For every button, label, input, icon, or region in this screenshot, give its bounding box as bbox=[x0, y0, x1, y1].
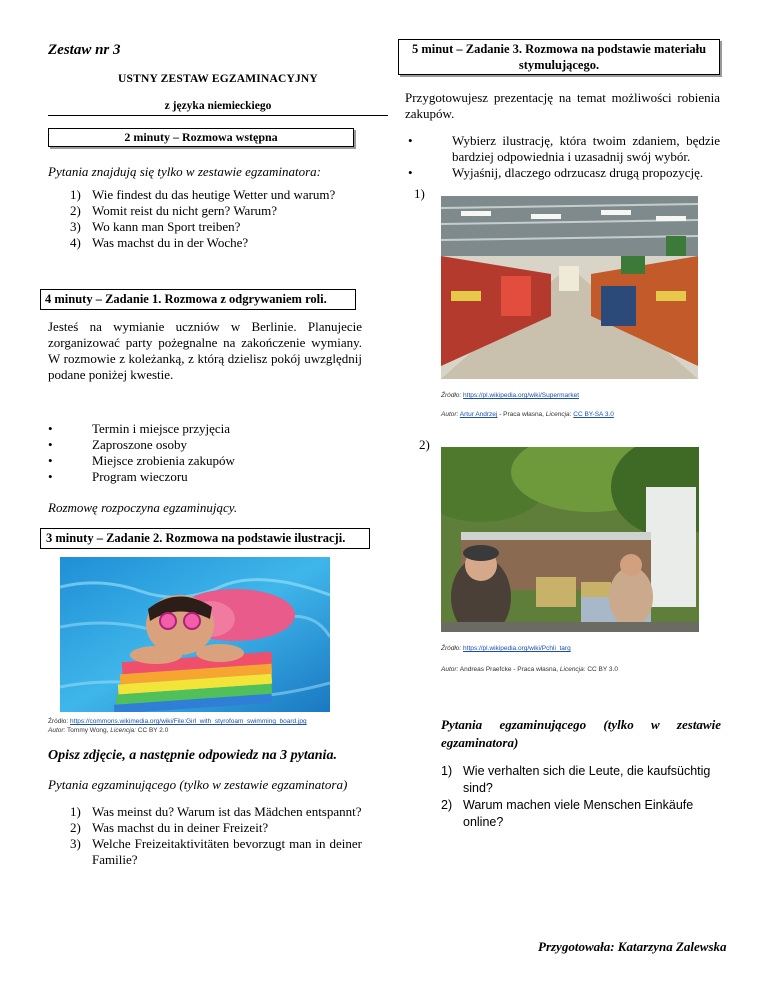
list-item: 2) Warum machen viele Menschen Einkäufe online? bbox=[441, 798, 694, 829]
list-item: • Program wieczoru bbox=[48, 469, 348, 485]
image1-author bbox=[441, 411, 741, 419]
task3-examiner-note: Pytania egzaminującego (tylko w zestawie egzaminatora) bbox=[441, 717, 721, 750]
image2-source-link[interactable]: https://pl.wikipedia.org/wiki/Pchli_targ bbox=[463, 645, 571, 652]
task1-box bbox=[40, 289, 356, 310]
intro-questions bbox=[70, 187, 370, 251]
task2-box-label: 3 minuty – Zadanie 2. Rozmowa na podstawie ilustracji. bbox=[46, 531, 346, 545]
task2-source-link[interactable]: https://commons.wikimedia.org/wiki/File:Girl_with_styrofoam_swimming_board.jpg bbox=[70, 718, 307, 725]
exam-language: z języka niemieckiego bbox=[164, 100, 272, 112]
author-label: Autor: bbox=[441, 666, 459, 673]
task2-author bbox=[48, 727, 388, 735]
image1-source-link[interactable]: https://pl.wikipedia.org/wiki/Supermarket bbox=[463, 392, 580, 399]
author-rest: Andreas Praefcke - Praca własna, bbox=[459, 666, 559, 673]
license-text: CC BY 2.0 bbox=[137, 727, 169, 734]
license-label: Licencja: bbox=[545, 411, 572, 418]
list-item: 3) Wo kann man Sport treiben? bbox=[70, 219, 241, 234]
image1-source bbox=[441, 392, 741, 400]
list-item: • Zaproszone osoby bbox=[48, 437, 348, 453]
list-item: 1) Wie verhalten sich die Leute, die kaufsüchtig sind? bbox=[441, 764, 711, 795]
author-name: Tommy Wong, bbox=[67, 727, 109, 734]
list-item: 4) Was machst du in der Woche? bbox=[70, 235, 249, 250]
author-label: Autor: bbox=[441, 411, 459, 418]
swimming-girl-photo bbox=[60, 557, 330, 712]
license-label: Licencja: bbox=[110, 727, 136, 734]
license-label: Licencja: bbox=[559, 666, 586, 673]
intro-note: Pytania znajdują się tylko w zestawie egzaminatora: bbox=[48, 164, 321, 179]
task2-instruction: Opisz zdjęcie, a następnie odpowiedz na 3 pytania. bbox=[48, 748, 337, 763]
task1-closing: Rozmowę rozpoczyna egzaminujący. bbox=[48, 500, 238, 515]
divider-line bbox=[48, 115, 388, 116]
supermarket-photo bbox=[441, 196, 698, 379]
intro-box bbox=[48, 128, 354, 147]
author-label: Autor: bbox=[48, 727, 66, 734]
task3-questions bbox=[441, 763, 723, 831]
task2-examiner-note: Pytania egzaminującego (tylko w zestawie egzaminatora) bbox=[48, 777, 348, 792]
task2-box bbox=[40, 528, 370, 549]
license-text: CC BY 3.0 bbox=[587, 666, 618, 673]
list-item: 1) Was meinst du? Warum ist das Mädchen entspannt? bbox=[70, 804, 362, 819]
list-item: 1) Wie findest du das heutige Wetter und warum? bbox=[70, 187, 336, 202]
task3-box-label-line2: stymulującego. bbox=[518, 58, 600, 72]
task1-description: Jesteś na wymianie uczniów w Berlinie. Planujecie zorganizować party pożegnalne na zakończenie wymiany. W rozmowie z koleżanką, z którą dzielisz pokój uwzględnij podane poniżej kwestie. bbox=[48, 319, 362, 382]
image2-author bbox=[441, 666, 741, 674]
exam-title: USTNY ZESTAW EGZAMINACYJNY bbox=[118, 73, 318, 85]
list-item: • Miejsce zrobienia zakupów bbox=[48, 453, 348, 469]
image1-author-link[interactable]: Artur Andrzej bbox=[459, 411, 498, 418]
source-label: Źródło: bbox=[48, 718, 69, 725]
intro-box-label: 2 minuty – Rozmowa wstępna bbox=[124, 130, 278, 144]
list-item: 2) Womit reist du nicht gern? Warum? bbox=[70, 203, 278, 218]
list-item: • Wybierz ilustrację, która twoim zdaniem, będzie bardziej odpowiednia i uzasadnij swój wybór. bbox=[408, 133, 720, 165]
task1-box-label: 4 minuty – Zadanie 1. Rozmowa z odgrywaniem roli. bbox=[45, 292, 327, 306]
task3-box bbox=[398, 39, 720, 75]
task1-points bbox=[48, 421, 348, 485]
list-item: 3) Welche Freizeitaktivitäten bevorzugt man in deiner Familie? bbox=[70, 836, 362, 867]
image2-label: 2) bbox=[419, 437, 430, 452]
task3-box-label-line1: 5 minut – Zadanie 3. Rozmowa na podstawie materiału bbox=[411, 42, 707, 56]
flea-market-photo bbox=[441, 447, 699, 632]
list-item: • Wyjaśnij, dlaczego odrzucasz drugą propozycję. bbox=[408, 165, 720, 181]
task3-description: Przygotowujesz prezentację na temat możliwości robienia zakupów. bbox=[405, 90, 720, 121]
author-rest: - Praca własna, bbox=[499, 411, 544, 418]
source-label: Źródło: bbox=[441, 392, 462, 399]
task3-points bbox=[408, 133, 720, 181]
image1-label: 1) bbox=[414, 186, 425, 201]
set-title: Zestaw nr 3 bbox=[48, 42, 121, 58]
list-item: 2) Was machst du in deiner Freizeit? bbox=[70, 820, 269, 835]
source-label: Źródło: bbox=[441, 645, 462, 652]
image1-license-link[interactable]: CC BY-SA 3.0 bbox=[573, 411, 614, 418]
task2-questions bbox=[70, 804, 362, 868]
prepared-by: Przygotowała: Katarzyna Zalewska bbox=[538, 939, 727, 954]
list-item: • Termin i miejsce przyjęcia bbox=[48, 421, 348, 437]
image2-source bbox=[441, 645, 741, 653]
task2-source bbox=[48, 718, 388, 726]
